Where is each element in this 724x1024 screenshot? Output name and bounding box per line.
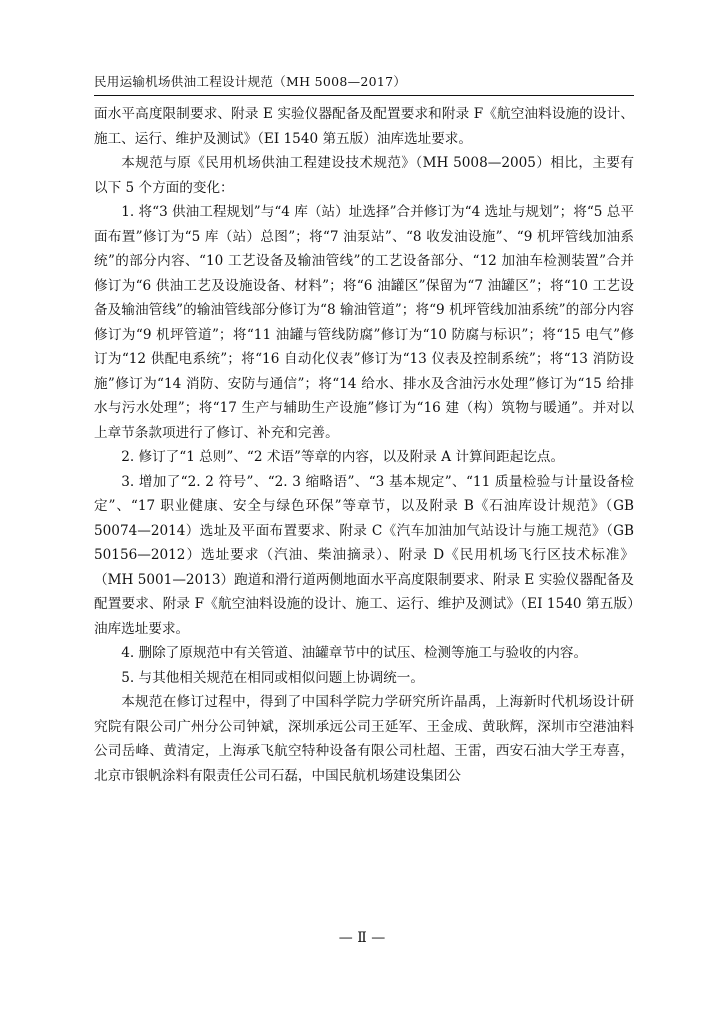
document-body [94, 102, 634, 788]
page-number: — Ⅱ — [338, 930, 386, 946]
paragraph-change-4: 4. 删除了原规范中有关管道、油罐章节中的试压、检测等施工与验收的内容。 [121, 645, 588, 661]
paragraph-change-3: 3. 增加了“2. 2 符号”、“2. 3 缩略语”、“3 基本规定”、“11 质量检验与计量设备检定”、“17 职业健康、安全与绿色环保”等章节，以及附录 B《石油库设计规范》（GB 50074—2014）选址及平面布置要求、附录 C《汽车加油加气站设计与施工规范》（GB 50156—2012）选址要求（汽油、柴油摘录）、附录 D《民用机场飞行区技术标准》（MH 5001—2013）跑道和滑行道两侧地面水平高度限制要求、附录 E 实验仪器配备及配置要求、附录 F《航空油料设施的设计、施工、运行、维护及测试》（EI 1540 第五版）油库选址要求。 [94, 473, 634, 637]
paragraph-change-5: 5. 与其他相关规范在相同或相似问题上协调统一。 [121, 669, 424, 686]
running-header: 民用运输机场供油工程设计规范（MH 5008—2017） [94, 74, 407, 89]
paragraph-continued: 面水平高度限制要求、附录 E 实验仪器配备及配置要求和附录 F《航空油料设施的设计、施工、运行、维护及测试》（EI 1540 第五版）油库选址要求。 [94, 106, 634, 147]
paragraph-intro: 本规范与原《民用机场供油工程建设技术规范》（MH 5008—2005）相比，主要有以下 5 个方面的变化： [94, 155, 634, 196]
paragraph-change-2: 2. 修订了“1 总则”、“2 术语”等章的内容，以及附录 A 计算间距起讫点。 [121, 449, 565, 465]
paragraph-change-1: 1. 将“3 供油工程规划”与“4 库（站）址选择”合并修订为“4 选址与规划”；将“5 总平面布置”修订为“5 库（站）总图”；将“7 油泵站”、“8 收发油设施”、“9 机坪管线加油系统”的部分内容、“10 工艺设备及输油管线”的工艺设备部分、“12 加油车检测装置”合并修订为“6 供油工艺及设施设备、材料”；将“6 油罐区”保留为“7 油罐区”；将“10 工艺设备及输油管线”的输油管线部分修订为“8 输油管道”；将“9 机坪管线加油系统”的部分内容修订为“9 机坪管道”；将“11 油罐与管线防腐”修订为“10 防腐与标识”；将“15 电气”修订为“12 供配电系统”；将“16 自动化仪表”修订为“13 仪表及控制系统”；将“13 消防设施”修订为“14 消防、安防与通信”；将“14 给水、排水及含油污水处理”修订为“15 给排水与污水处理”；将“17 生产与辅助生产设施”修订为“16 建（构）筑物与暖通”。并对以上章节条款项进行了修订、补充和完善。 [94, 204, 634, 441]
header-rule [94, 95, 634, 96]
paragraph-acknowledgements: 本规范在修订过程中，得到了中国科学院力学研究所许晶禹，上海新时代机场设计研究院有限公司广州分公司钟斌，深圳承远公司王延军、王金成、黄耿辉，深圳市空港油料公司岳峰、黄清定，上海承飞航空特种设备有限公司杜超、王雷，西安石油大学王寿喜，北京市银帆涂料有限责任公司石磊，中国民航机场建设集团公 [94, 694, 634, 784]
